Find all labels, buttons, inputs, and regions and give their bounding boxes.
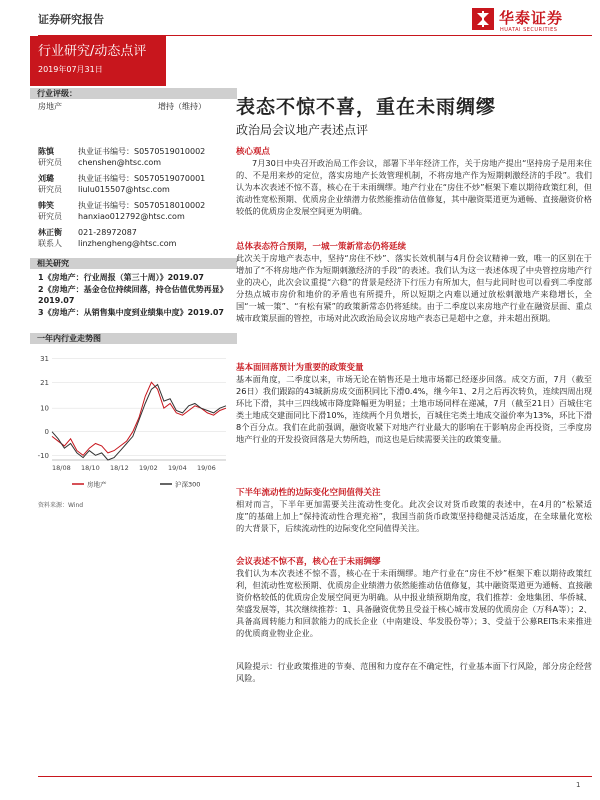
analyst-name: 林正衡: [38, 228, 62, 237]
category-title: 行业研究/动态点评: [38, 44, 147, 59]
analyst-email[interactable]: hanxiao012792@htsc.com: [78, 212, 185, 221]
legend-label: 房地产: [87, 480, 107, 489]
report-type-label: 证券研究报告: [38, 13, 104, 26]
analyst-name: 陈慎: [38, 147, 54, 156]
section-heading: 核心观点: [236, 147, 271, 157]
y-tick-label: 31: [40, 355, 49, 364]
section-body: 基本面角度，二季度以来，市场无论在销售还是土地市场都已经逐步回落。成交方面，7月（截至26日）我们跟踪的43城新房成交面积同比下滑0.4%，继今年1、2月之后再次转负，连续四周出现环比下滑，其中三四线城市降度降幅更为明显；土地市场同样在递减，7月（截至21日）百城住宅类土地成交建面同比下滑10%，连续两个月负增长，百城住宅类土地成交溢价率为13%，环比下滑8个百分点。我们在此前强调，融资收紧下对地产行业最大的影响在于影响房企再投资，三季度房地产行业的开发投资回落是大势所趋，而这也是后续需要关注的政策变量。: [236, 374, 592, 444]
rating-value: 增持（维持）: [158, 102, 206, 111]
report-date: 2019年07月31日: [38, 65, 103, 74]
brand-name-en: HUATAI SECURITIES: [500, 27, 558, 33]
section-heading: 下半年流动性的边际变化空间值得关注: [236, 488, 381, 498]
x-tick-label: 18/12: [110, 464, 129, 472]
analyst-email[interactable]: chenshen@htsc.com: [78, 158, 162, 167]
legend-label: 沪深300: [175, 480, 201, 489]
analyst-cert: 执业证书编号：S0570519070001: [78, 174, 206, 183]
analyst-role: 研究员: [38, 185, 62, 194]
page-subtitle: 政治局会议地产表述点评: [236, 123, 369, 137]
page-title: 表态不惊不喜，重在未雨绸缪: [236, 96, 497, 118]
x-tick-label: 19/02: [139, 464, 158, 472]
analyst-cert: 执业证书编号：S0570518010002: [78, 201, 206, 210]
section-body: 此次关于房地产表态中，坚持“房住不炒”、落实长效机制与4月份会议精神一致，唯一的区别在于增加了“不将房地产作为短期刺激经济的手段”的表述。我们认为这一表述体现了中央管控房地产行业的决心，此次会议重提“六稳”的背景是经济下行压力有所加大，但与此同时也可以看到二季度部分热点城市房价和地价的矛盾也有所提升，所以短期之内难以通过放松刺激地产来稳增长，全国“一城一策”、“有松有紧”的政策新常态仍将延续。由于二季度以来房地产行业在融资层面、重点城市政策层面的管控，市场对此次政治局会议房地产表态已是超中之意，并未超出预期。: [236, 253, 592, 323]
section-body: 7月30日中央召开政治局工作会议，部署下半年经济工作，关于房地产提出“坚持房子是用来住的、不是用来炒的定位，落实房地产长效管理机制，不将房地产作为短期刺激经济的手段”。我们认为本次表述不惊不喜，核心在于未雨绸缪。地产行业在“房住不炒”框架下难以期待政策红利，但流动性宽松预期、优质房企业绩潜力依然能推动估值修复，其中融资渠道更为通畅、直接融资价格较低的优质房企发展空间更为明确。: [236, 158, 592, 216]
bottom-divider: [38, 776, 592, 777]
section-body: 我们认为本次表述不惊不喜，核心在于未雨绸缪。地产行业在“房住不炒”框架下难以期待政策红利，但流动性宽松预期、优质房企业绩潜力依然能推动估值修复，其中融资渠道更为通畅、直接融资价格较低的优质房企发展空间更为明确。从中报业绩预期角度，我们推荐：金地集团、华侨城、荣盛发展等，其次继续推荐：1、具备融资优势且受益于核心城市发展的优质房企（万科A等）；2、具备高周转能力和回款能力的成长企业（中南建设、华发股份等）；3、受益于公募REITs未来推进的优质商业物业企业。: [236, 568, 592, 638]
analyst-name: 刘璐: [38, 174, 54, 183]
analyst-role: 研究员: [38, 158, 62, 167]
x-tick-label: 18/08: [52, 464, 71, 472]
rating-section-label: 行业评级：: [30, 88, 237, 99]
section-heading: 基本面回落预计为重要的政策变量: [236, 363, 364, 373]
industry-trend-chart: [30, 348, 230, 498]
y-tick-label: 21: [40, 378, 49, 387]
risk-note: 风险提示：行业政策推进的节奏、范围和力度存在不确定性，行业基本面下行风险，部分房企经营风险。: [236, 661, 592, 683]
related-item[interactable]: 2《房地产：基金仓位持续回落，持仓估值优势再显》2019.07: [38, 285, 228, 305]
section-body: 相对而言，下半年更加需要关注流动性变化。此次会议对货币政策的表述中，在4月的“松紧适度”的基础上加上“保持流动性合理充裕”，我国当前货币政策坚持稳健灵活适度，在全球量化宽松的大背景下，后续流动性的边际变化空间值得关注。: [236, 499, 592, 533]
page-number: 1: [576, 781, 581, 789]
chart-section-label: 一年内行业走势图: [30, 333, 237, 344]
analyst-phone: 021-28972087: [78, 228, 137, 237]
huatai-logo: [472, 6, 592, 36]
analyst-role: 联系人: [38, 239, 62, 248]
section-heading: 会议表述不惊不喜，核心在于未雨绸缪: [236, 557, 381, 567]
x-tick-label: 19/06: [197, 464, 216, 472]
analyst-cert: 执业证书编号：S0570519010002: [78, 147, 206, 156]
chart-source: 资料来源：Wind: [38, 502, 84, 509]
related-section-label: 相关研究: [30, 258, 237, 269]
analyst-email[interactable]: liulu015507@htsc.com: [78, 185, 170, 194]
related-item[interactable]: 3《房地产：从销售集中度到业绩集中度》2019.07: [38, 308, 225, 317]
section-heading: 总体表态符合预期，一城一策新常态仍将延续: [236, 242, 407, 252]
y-tick-label: 10: [40, 404, 49, 413]
rating-industry: 房地产: [38, 102, 62, 111]
brand-name: 华泰证券: [499, 9, 564, 27]
analyst-role: 研究员: [38, 212, 62, 221]
analyst-email[interactable]: linzhengheng@htsc.com: [78, 239, 177, 248]
y-tick-label: 0: [44, 428, 49, 437]
x-tick-label: 18/10: [81, 464, 100, 472]
x-tick-label: 19/04: [168, 464, 187, 472]
related-item[interactable]: 1《房地产：行业周报（第三十周）》2019.07: [38, 273, 205, 282]
huatai-logo-mark-icon: [472, 8, 494, 30]
analyst-name: 韩笑: [38, 201, 54, 210]
series-line: [52, 385, 226, 460]
y-tick-label: -10: [37, 451, 49, 460]
